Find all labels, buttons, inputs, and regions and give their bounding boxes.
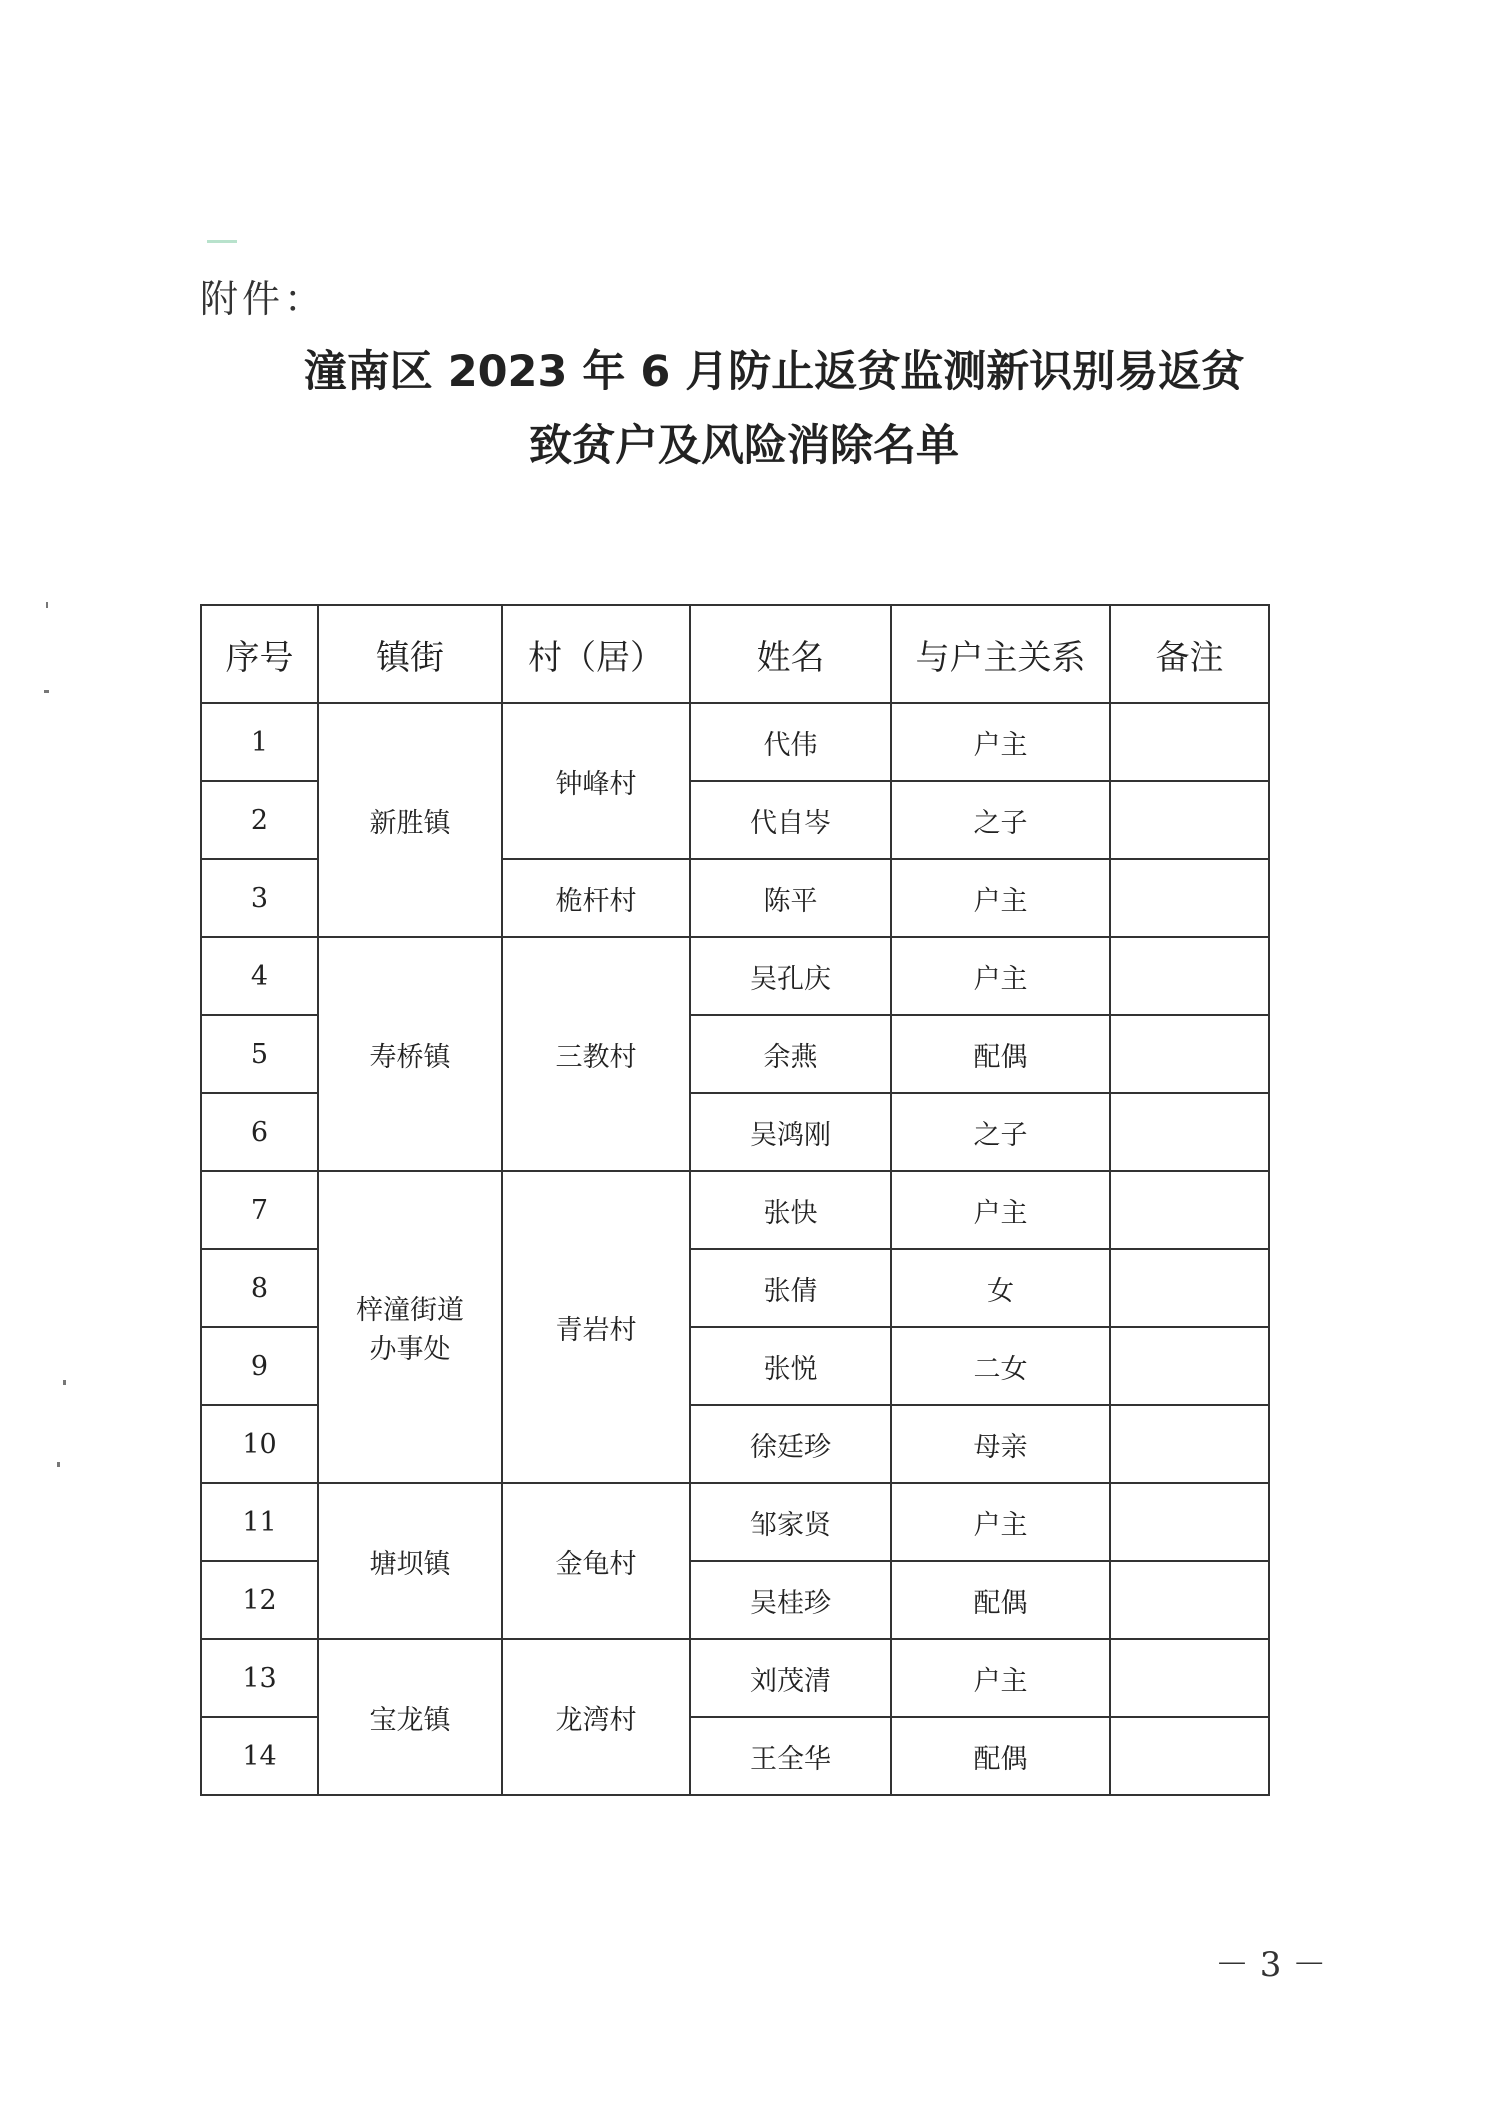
cell-seq: 11 xyxy=(201,1483,318,1561)
table-row xyxy=(201,937,1269,1015)
cell-name: 张倩 xyxy=(690,1249,891,1327)
cell-village: 金龟村 xyxy=(502,1483,690,1639)
header-seq: 序号 xyxy=(201,605,318,703)
cell-note xyxy=(1110,1015,1269,1093)
cell-seq: 8 xyxy=(201,1249,318,1327)
cell-note xyxy=(1110,1171,1269,1249)
cell-note xyxy=(1110,1249,1269,1327)
cell-note xyxy=(1110,859,1269,937)
scan-mark xyxy=(207,240,237,243)
cell-relation: 户主 xyxy=(891,1483,1110,1561)
cell-note xyxy=(1110,1561,1269,1639)
cell-relation: 母亲 xyxy=(891,1405,1110,1483)
cell-seq: 6 xyxy=(201,1093,318,1171)
table-row xyxy=(201,1483,1269,1561)
cell-village: 桅杆村 xyxy=(502,859,690,937)
attachment-label: 附件： xyxy=(200,277,327,321)
cell-note xyxy=(1110,1405,1269,1483)
cell-relation: 户主 xyxy=(891,1639,1110,1717)
scan-speck xyxy=(63,1380,66,1385)
cell-note xyxy=(1110,703,1269,781)
cell-note xyxy=(1110,1717,1269,1795)
cell-name: 徐廷珍 xyxy=(690,1405,891,1483)
cell-relation: 之子 xyxy=(891,1093,1110,1171)
cell-note xyxy=(1110,937,1269,1015)
cell-name: 张悦 xyxy=(690,1327,891,1405)
cell-name: 代自岑 xyxy=(690,781,891,859)
cell-village: 龙湾村 xyxy=(502,1639,690,1795)
cell-seq: 9 xyxy=(201,1327,318,1405)
cell-town: 塘坝镇 xyxy=(318,1483,502,1639)
cell-name: 吴桂珍 xyxy=(690,1561,891,1639)
header-name: 姓名 xyxy=(690,605,891,703)
cell-name: 张快 xyxy=(690,1171,891,1249)
cell-town: 宝龙镇 xyxy=(318,1639,502,1795)
household-list-table xyxy=(200,604,1270,1796)
cell-seq: 7 xyxy=(201,1171,318,1249)
cell-town xyxy=(318,1171,502,1483)
header-relation: 与户主关系 xyxy=(891,605,1110,703)
town-line-2: 办事处 xyxy=(369,1334,451,1365)
cell-name: 邹家贤 xyxy=(690,1483,891,1561)
cell-relation: 二女 xyxy=(891,1327,1110,1405)
cell-name: 吴孔庆 xyxy=(690,937,891,1015)
table-header-row xyxy=(201,605,1269,703)
scan-speck xyxy=(44,690,49,693)
cell-relation: 户主 xyxy=(891,859,1110,937)
cell-relation: 配偶 xyxy=(891,1717,1110,1795)
header-note: 备注 xyxy=(1110,605,1269,703)
table-row xyxy=(201,1639,1269,1717)
cell-seq: 5 xyxy=(201,1015,318,1093)
cell-name: 吴鸿刚 xyxy=(690,1093,891,1171)
cell-relation: 户主 xyxy=(891,937,1110,1015)
cell-note xyxy=(1110,1327,1269,1405)
cell-seq: 12 xyxy=(201,1561,318,1639)
cell-note xyxy=(1110,1483,1269,1561)
cell-town: 寿桥镇 xyxy=(318,937,502,1171)
cell-town: 新胜镇 xyxy=(318,703,502,937)
cell-relation: 之子 xyxy=(891,781,1110,859)
cell-name: 刘茂清 xyxy=(690,1639,891,1717)
cell-name: 王全华 xyxy=(690,1717,891,1795)
cell-name: 陈平 xyxy=(690,859,891,937)
document-title-line-2: 致贫户及风险消除名单 xyxy=(529,421,959,471)
cell-village: 三教村 xyxy=(502,937,690,1171)
cell-note xyxy=(1110,1093,1269,1171)
cell-seq: 1 xyxy=(201,703,318,781)
cell-seq: 2 xyxy=(201,781,318,859)
cell-name: 代伟 xyxy=(690,703,891,781)
cell-seq: 10 xyxy=(201,1405,318,1483)
cell-note xyxy=(1110,1639,1269,1717)
town-line-1: 梓潼街道 xyxy=(356,1295,464,1326)
cell-relation: 配偶 xyxy=(891,1015,1110,1093)
scan-speck xyxy=(46,602,48,608)
table-row xyxy=(201,1171,1269,1249)
cell-village: 青岩村 xyxy=(502,1171,690,1483)
cell-note xyxy=(1110,781,1269,859)
cell-relation: 女 xyxy=(891,1249,1110,1327)
cell-seq: 14 xyxy=(201,1717,318,1795)
cell-relation: 户主 xyxy=(891,1171,1110,1249)
cell-village: 钟峰村 xyxy=(502,703,690,859)
scan-speck xyxy=(57,1462,60,1467)
cell-relation: 户主 xyxy=(891,703,1110,781)
header-village: 村（居） xyxy=(502,605,690,703)
table-row xyxy=(201,703,1269,781)
document-title-line-1: 潼南区 2023 年 6 月防止返贫监测新识别易返贫 xyxy=(303,347,1245,397)
page-number: － 3 － xyxy=(1215,1945,1327,1985)
cell-name: 余燕 xyxy=(690,1015,891,1093)
cell-seq: 3 xyxy=(201,859,318,937)
cell-seq: 13 xyxy=(201,1639,318,1717)
cell-seq: 4 xyxy=(201,937,318,1015)
header-town: 镇街 xyxy=(318,605,502,703)
cell-relation: 配偶 xyxy=(891,1561,1110,1639)
